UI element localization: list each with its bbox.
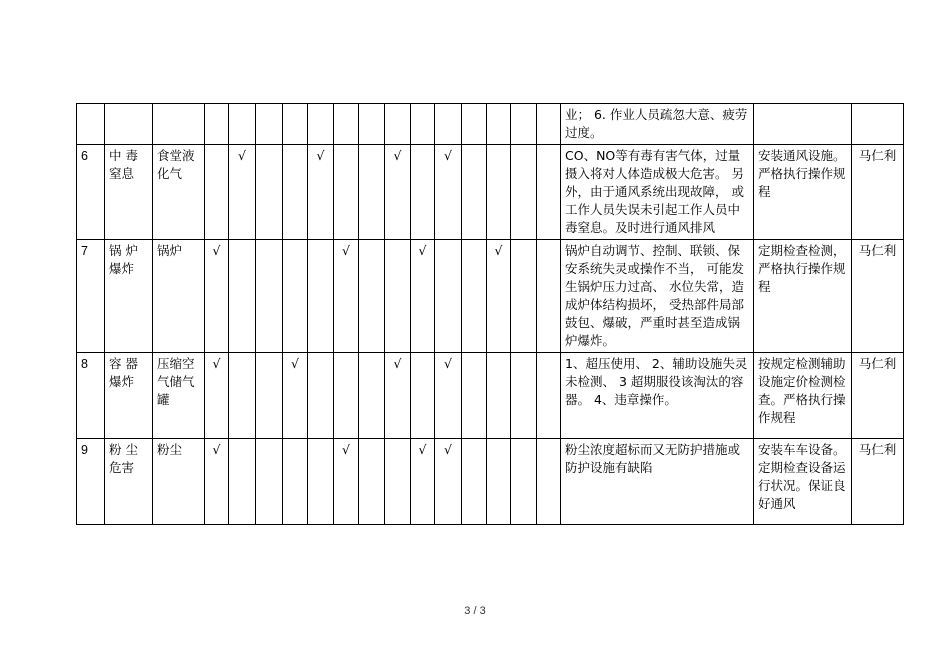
check-cell	[308, 439, 334, 525]
check-cell	[308, 240, 334, 353]
check-cell	[283, 145, 308, 240]
check-cell	[359, 353, 385, 439]
check-cell	[256, 439, 283, 525]
check-cell	[229, 439, 256, 525]
check-cell	[487, 353, 511, 439]
hazard-table	[76, 103, 904, 525]
control-measure: 按规定检测辅助设施定价检测检查。严格执行操作规程	[754, 353, 852, 439]
check-cell	[511, 353, 537, 439]
check-cell	[256, 104, 283, 145]
hazard-cause: CO、NO等有毒有害气体，过量摄入将对人体造成极大危害。 另外，由于通风系统出现故障， 或工作人员失误未引起工作人员中毒窒息。及时进行通风排风	[561, 145, 754, 240]
hazard-source: 锅炉	[153, 240, 205, 353]
check-cell: √	[205, 353, 229, 439]
check-cell	[462, 439, 487, 525]
check-cell: √	[308, 145, 334, 240]
hazard-table-body	[77, 104, 904, 525]
check-cell: √	[283, 353, 308, 439]
check-cell	[537, 104, 561, 145]
check-cell	[334, 104, 359, 145]
check-cell	[511, 145, 537, 240]
table-row	[77, 145, 904, 240]
hazard-cause: 业； 6. 作业人员疏忽大意、疲劳过度。	[561, 104, 754, 145]
check-cell	[308, 104, 334, 145]
check-cell	[229, 240, 256, 353]
hazard-source	[153, 104, 205, 145]
hazard-source: 粉尘	[153, 439, 205, 525]
check-cell	[537, 240, 561, 353]
check-cell	[537, 439, 561, 525]
responsible-person: 马仁利	[852, 145, 904, 240]
check-cell	[308, 353, 334, 439]
check-cell	[229, 104, 256, 145]
table-row	[77, 353, 904, 439]
check-cell	[462, 104, 487, 145]
check-cell	[487, 104, 511, 145]
page-number: 3 / 3	[464, 605, 486, 617]
check-cell	[334, 145, 359, 240]
check-cell: √	[385, 145, 411, 240]
table-row	[77, 104, 904, 145]
check-cell	[283, 439, 308, 525]
responsible-person: 马仁利	[852, 439, 904, 525]
check-cell	[283, 104, 308, 145]
check-cell: √	[435, 439, 462, 525]
check-cell	[229, 353, 256, 439]
check-cell	[462, 145, 487, 240]
responsible-person: 马仁利	[852, 353, 904, 439]
check-cell	[511, 439, 537, 525]
check-cell	[385, 104, 411, 145]
table-row	[77, 240, 904, 353]
check-cell	[487, 439, 511, 525]
hazard-category: 锅 炉 爆炸	[105, 240, 153, 353]
check-cell	[537, 353, 561, 439]
check-cell: √	[205, 240, 229, 353]
check-cell	[205, 104, 229, 145]
check-cell	[256, 353, 283, 439]
check-cell	[487, 145, 511, 240]
check-cell	[359, 104, 385, 145]
check-cell: √	[435, 353, 462, 439]
hazard-category	[105, 104, 153, 145]
check-cell: √	[334, 240, 359, 353]
check-cell: √	[229, 145, 256, 240]
check-cell	[411, 353, 435, 439]
check-cell	[435, 104, 462, 145]
hazard-category: 粉 尘 危害	[105, 439, 153, 525]
row-number: 8	[77, 353, 105, 439]
check-cell	[462, 240, 487, 353]
check-cell	[205, 145, 229, 240]
check-cell	[359, 439, 385, 525]
check-cell	[359, 145, 385, 240]
check-cell: √	[205, 439, 229, 525]
check-cell	[359, 240, 385, 353]
check-cell	[411, 104, 435, 145]
check-cell	[334, 353, 359, 439]
check-cell	[511, 240, 537, 353]
hazard-source: 压缩空气储气罐	[153, 353, 205, 439]
hazard-cause: 粉尘浓度超标而又无防护措施或防护设施有缺陷	[561, 439, 754, 525]
check-cell	[385, 439, 411, 525]
row-number: 9	[77, 439, 105, 525]
check-cell	[256, 240, 283, 353]
control-measure: 定期检查检测，严格执行操作规程	[754, 240, 852, 353]
row-number: 7	[77, 240, 105, 353]
check-cell: √	[411, 240, 435, 353]
hazard-source: 食堂液化气	[153, 145, 205, 240]
check-cell	[435, 240, 462, 353]
check-cell	[256, 145, 283, 240]
row-number	[77, 104, 105, 145]
check-cell	[537, 145, 561, 240]
hazard-cause: 锅炉自动调节、控制、联锁、保安系统失灵或操作不当， 可能发生锅炉压力过高、 水位失常，造成炉体结构损坏， 受热部件局部鼓包、爆破，严重时甚至造成锅炉爆炸。	[561, 240, 754, 353]
control-measure: 安装通风设施。严格执行操作规程	[754, 145, 852, 240]
check-cell	[411, 145, 435, 240]
check-cell	[385, 240, 411, 353]
responsible-person: 马仁利	[852, 240, 904, 353]
check-cell: √	[435, 145, 462, 240]
check-cell: √	[411, 439, 435, 525]
check-cell	[462, 353, 487, 439]
check-cell: √	[334, 439, 359, 525]
hazard-category: 中 毒 窒息	[105, 145, 153, 240]
table-row	[77, 439, 904, 525]
check-cell	[283, 240, 308, 353]
control-measure: 安装车车设备。定期检查设备运行状况。保证良好通风	[754, 439, 852, 525]
check-cell	[511, 104, 537, 145]
check-cell: √	[385, 353, 411, 439]
responsible-person	[852, 104, 904, 145]
row-number: 6	[77, 145, 105, 240]
hazard-category: 容 器 爆炸	[105, 353, 153, 439]
control-measure	[754, 104, 852, 145]
check-cell: √	[487, 240, 511, 353]
hazard-cause: 1、超压使用、 2、辅助设施失灵未检测、 3 超期服役该淘汰的容器。 4、违章操作。	[561, 353, 754, 439]
